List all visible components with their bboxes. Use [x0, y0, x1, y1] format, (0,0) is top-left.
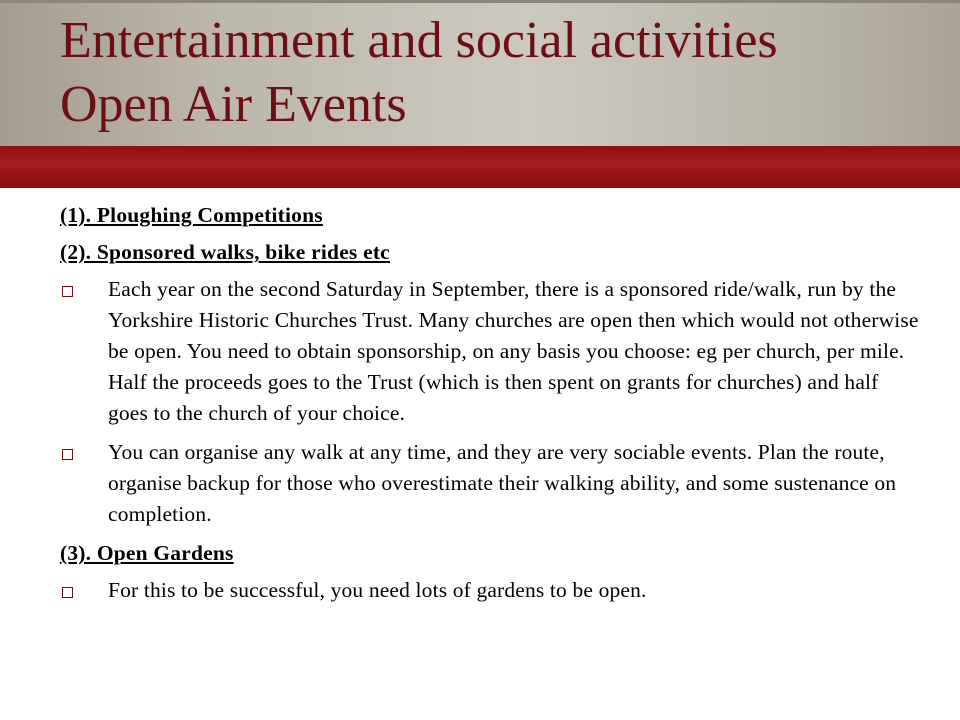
bullet-text: You can organise any walk at any time, and they are very sociable events. Plan the route, organise backup for those who overestimate their walking ability, and some sustenance on completion.: [108, 440, 897, 526]
bullet-item-yorkshire-ride: [60, 274, 920, 429]
section-heading-open-gardens: (3). Open Gardens: [60, 541, 234, 565]
slide-title: [60, 9, 778, 137]
title-line-2: Open Air Events: [60, 76, 407, 133]
bullet-text: For this to be successful, you need lots of gardens to be open.: [108, 578, 647, 602]
hollow-square-bullet-icon: [62, 449, 73, 460]
slide-body: [60, 200, 920, 614]
title-line-1: Entertainment and social activities: [60, 12, 778, 69]
bullet-text: Each year on the second Saturday in September, there is a sponsored ride/walk, run by the Yorkshire Historic Churches Trust. Many churches are open then which would not otherwise be open. You need to obtain sponsorship, on any basis you choose: eg per church, per mile. Half the proceeds goes to the Trust (which is then spent on grants for churches) and half goes to the church of your choice.: [108, 277, 919, 425]
section-heading-sponsored-walks: (2). Sponsored walks, bike rides etc: [60, 240, 390, 264]
section-heading-ploughing: (1). Ploughing Competitions: [60, 203, 323, 227]
bullet-item-open-gardens: [60, 575, 920, 606]
hollow-square-bullet-icon: [62, 587, 73, 598]
hollow-square-bullet-icon: [62, 286, 73, 297]
bullet-item-organise-walk: [60, 437, 920, 530]
accent-band: [0, 146, 960, 188]
slide-header: [0, 0, 960, 146]
